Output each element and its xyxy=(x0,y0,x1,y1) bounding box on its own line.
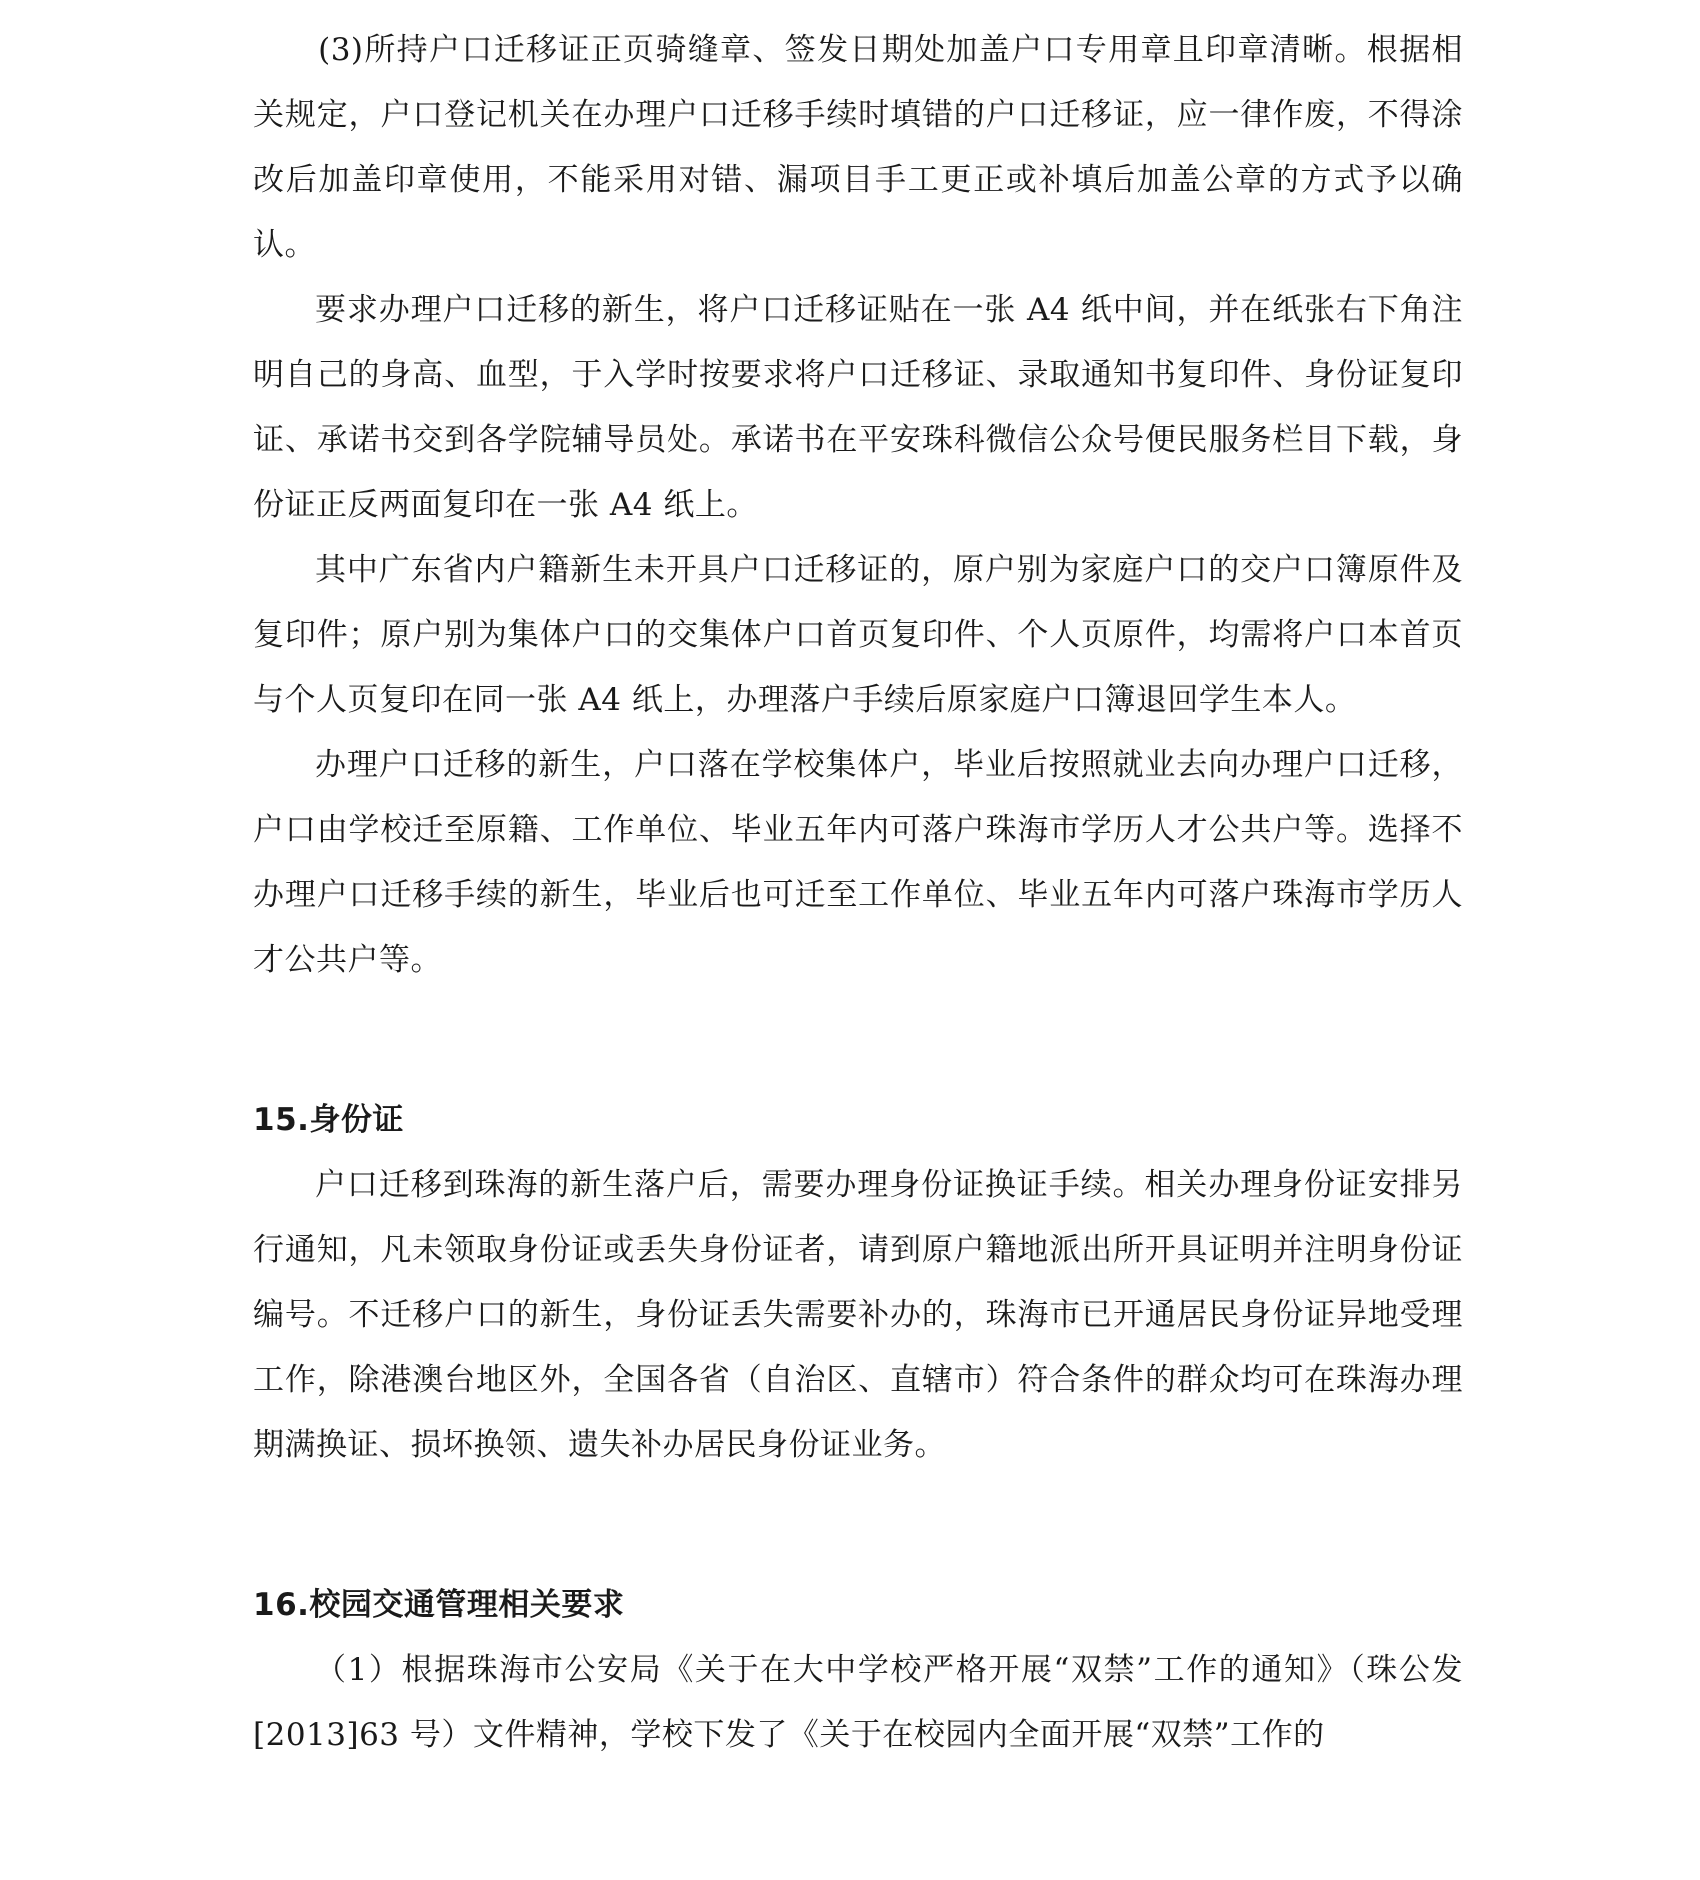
section-spacer xyxy=(253,993,1463,1088)
section-heading-campus-traffic: 16.校园交通管理相关要求 xyxy=(253,1587,625,1623)
paragraph-graduation-migration: 办理户口迁移的新生，户口落在学校集体户，毕业后按照就业去向办理户口迁移，户口由学校迁至原籍、工作单位、毕业五年内可落户珠海市学历人才公共户等。选择不办理户口迁移手续的新生，毕业后也可迁至工作单位、毕业五年内可落户珠海市学历人才公共户等。 xyxy=(253,747,1463,978)
section-spacer xyxy=(253,1478,1463,1573)
paragraph-stamp-requirement: (3)所持户口迁移证正页骑缝章、签发日期处加盖户口专用章且印章清晰。根据相关规定，户口登记机关在办理户口迁移手续时填错的户口迁移证，应一律作废，不得涂改后加盖印章使用，不能采用对错、漏项目手工更正或补填后加盖公章的方式予以确认。 xyxy=(253,32,1463,263)
section-heading-id-card: 15.身份证 xyxy=(253,1102,404,1138)
paragraph-guangdong-household: 其中广东省内户籍新生未开具户口迁移证的，原户别为家庭户口的交户口簿原件及复印件；原户别为集体户口的交集体户口首页复印件、个人页原件，均需将户口本首页与个人页复印在同一张 A4 纸上，办理落户手续后原家庭户口簿退回学生本人。 xyxy=(253,552,1463,718)
paragraph-campus-traffic: （1）根据珠海市公安局《关于在大中学校严格开展“双禁”工作的通知》（珠公发[2013]63 号）文件精神，学校下发了《关于在校园内全面开展“双禁”工作的 xyxy=(253,1652,1463,1753)
paragraph-id-card: 户口迁移到珠海的新生落户后，需要办理身份证换证手续。相关办理身份证安排另行通知，凡未领取身份证或丢失身份证者，请到原户籍地派出所开具证明并注明身份证编号。不迁移户口的新生，身份证丢失需要补办的，珠海市已开通居民身份证异地受理工作，除港澳台地区外，全国各省（自治区、直辖市）符合条件的群众均可在珠海办理期满换证、损坏换领、遗失补办居民身份证业务。 xyxy=(253,1167,1463,1463)
paragraph-migration-submission: 要求办理户口迁移的新生，将户口迁移证贴在一张 A4 纸中间，并在纸张右下角注明自己的身高、血型，于入学时按要求将户口迁移证、录取通知书复印件、身份证复印证、承诺书交到各学院辅导员处。承诺书在平安珠科微信公众号便民服务栏目下载，身份证正反两面复印在一张 A4 纸上。 xyxy=(253,292,1463,523)
document-body xyxy=(253,18,1463,1768)
